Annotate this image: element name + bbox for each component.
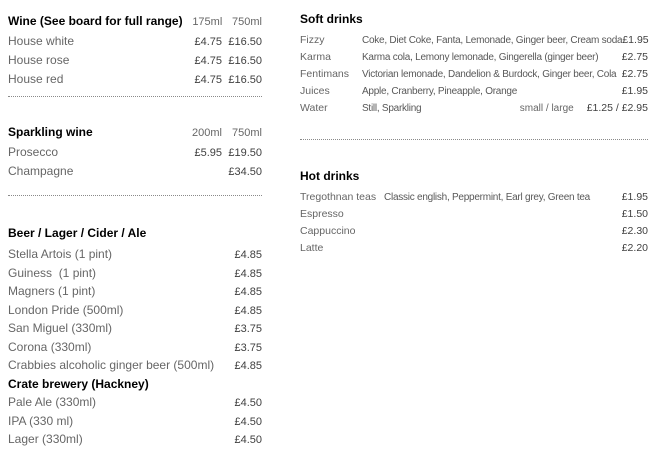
item-price: £2.30 xyxy=(621,225,648,237)
menu-item-row xyxy=(8,321,262,340)
menu-item-row xyxy=(8,432,262,451)
menu-item-row xyxy=(8,395,262,414)
size-column-header: 200ml xyxy=(192,127,222,139)
section-header-row xyxy=(300,12,648,28)
item-description: Karma cola, Lemony lemonade, Gingerella (ginger beer) xyxy=(362,52,599,63)
menu-item-row xyxy=(8,34,262,53)
menu-item-row xyxy=(8,72,262,91)
size-column-header: 750ml xyxy=(232,127,262,139)
item-name: Latte xyxy=(300,242,324,254)
item-price: £4.75 xyxy=(194,36,222,48)
item-price: £1.95 xyxy=(621,85,648,97)
menu-item-row xyxy=(8,358,262,377)
section-title: Sparkling wine xyxy=(8,125,93,139)
menu-item-row xyxy=(300,68,648,85)
item-description: Apple, Cranberry, Pineapple, Orange xyxy=(362,86,518,97)
section-title: Hot drinks xyxy=(300,169,360,183)
menu-item-row xyxy=(8,145,262,164)
soft-hot-drinks-menu-column xyxy=(300,0,648,259)
menu-item-row xyxy=(8,377,262,396)
item-price: £5.95 xyxy=(194,147,222,159)
item-price: £4.85 xyxy=(234,286,262,298)
menu-item-row xyxy=(8,164,262,183)
menu-item-row xyxy=(300,191,648,208)
item-price: £1.95 xyxy=(622,34,649,46)
menu-item-row xyxy=(8,414,262,433)
item-price: £4.50 xyxy=(234,415,262,428)
item-name: House rose xyxy=(8,53,70,67)
item-price: £2.75 xyxy=(621,68,648,80)
menu-item-row xyxy=(300,34,648,51)
menu-item-row xyxy=(300,85,648,102)
menu-item-row xyxy=(8,247,262,266)
size-note: small / large xyxy=(519,103,574,114)
menu-section-soft-drinks xyxy=(300,12,648,140)
menu-section-wine xyxy=(8,14,262,97)
menu-item-row xyxy=(300,51,648,68)
item-description: Still, Sparkling xyxy=(362,103,422,114)
item-price: £4.85 xyxy=(234,360,262,372)
item-price: £1.25 / £2.95 xyxy=(586,102,648,114)
item-name: Fentimans xyxy=(300,68,350,80)
menu-item-row xyxy=(300,102,648,119)
item-name: Cappuccino xyxy=(300,225,356,237)
section-title: Soft drinks xyxy=(300,12,363,26)
item-name: IPA (330 ml) xyxy=(8,413,74,428)
item-name: San Miguel (330ml) xyxy=(8,321,113,335)
dotted-divider xyxy=(8,195,262,196)
item-price: £4.75 xyxy=(194,74,222,86)
item-name: Prosecco xyxy=(8,145,59,159)
menu-item-row xyxy=(8,266,262,285)
section-title: Beer / Lager / Cider / Ale xyxy=(8,226,147,240)
menu-section-sparkling xyxy=(8,125,262,196)
item-name: Crabbies alcoholic ginger beer (500ml) xyxy=(8,358,215,372)
size-column-header: 750ml xyxy=(232,16,262,28)
item-price: £1.95 xyxy=(621,191,648,203)
item-name: Lager (330ml) xyxy=(8,432,83,446)
item-name: Stella Artois (1 pint) xyxy=(8,247,113,261)
item-price: £2.20 xyxy=(621,242,648,254)
item-name: Fizzy xyxy=(300,34,325,46)
menu-item-row xyxy=(300,242,648,259)
item-price: £4.50 xyxy=(234,397,262,409)
section-title: Wine (See board for full range) xyxy=(8,14,183,28)
item-name: Karma xyxy=(300,51,331,63)
item-description: Coke, Diet Coke, Fanta, Lemonade, Ginger beer, Cream soda xyxy=(362,35,623,46)
item-name: Espresso xyxy=(300,208,344,220)
item-price: £4.75 xyxy=(194,55,222,67)
item-price: £4.85 xyxy=(234,304,262,317)
item-name: Pale Ale (330ml) xyxy=(8,395,97,409)
item-price: £3.75 xyxy=(234,323,262,335)
item-name: Water xyxy=(300,102,328,114)
section-header-row xyxy=(8,14,262,30)
section-header-row xyxy=(8,125,262,141)
item-description: Classic english, Peppermint, Earl grey, Green tea xyxy=(384,192,590,203)
item-name: Tregothnan teas xyxy=(300,191,377,203)
item-name: Champagne xyxy=(8,164,74,178)
dotted-divider xyxy=(300,139,648,140)
item-name: London Pride (500ml) xyxy=(8,302,124,317)
menu-section-beer xyxy=(8,226,262,451)
item-price: £16.50 xyxy=(228,55,262,67)
dotted-divider xyxy=(8,96,262,97)
item-price: £2.75 xyxy=(621,51,648,63)
section-header-row xyxy=(300,169,648,185)
item-name: Crate brewery (Hackney) xyxy=(8,376,149,391)
item-name: Corona (330ml) xyxy=(8,339,92,354)
item-name: Guiness (1 pint) xyxy=(8,265,97,280)
item-price: £3.75 xyxy=(234,341,262,354)
item-name: House white xyxy=(8,34,75,48)
item-price: £16.50 xyxy=(228,36,262,48)
menu-section-hot-drinks xyxy=(300,169,648,259)
item-price: £34.50 xyxy=(228,166,262,178)
item-price: £4.85 xyxy=(234,267,262,280)
item-price: £16.50 xyxy=(228,74,262,86)
item-price: £1.50 xyxy=(621,208,648,220)
section-header-row xyxy=(8,226,262,242)
size-column-header: 175ml xyxy=(192,16,223,28)
menu-item-row xyxy=(8,303,262,322)
item-price: £4.85 xyxy=(234,249,262,261)
menu-item-row xyxy=(300,225,648,242)
menu-item-row xyxy=(8,340,262,359)
item-name: House red xyxy=(8,72,64,86)
item-price: £19.50 xyxy=(228,147,262,159)
menu-item-row xyxy=(300,208,648,225)
wine-beer-menu-column xyxy=(8,0,262,451)
item-price: £4.50 xyxy=(234,434,262,446)
item-name: Magners (1 pint) xyxy=(8,284,96,298)
menu-item-row xyxy=(8,284,262,303)
menu-item-row xyxy=(8,53,262,72)
item-name: Juices xyxy=(300,85,330,97)
item-description: Victorian lemonade, Dandelion & Burdock, Ginger beer, Cola xyxy=(362,69,617,80)
